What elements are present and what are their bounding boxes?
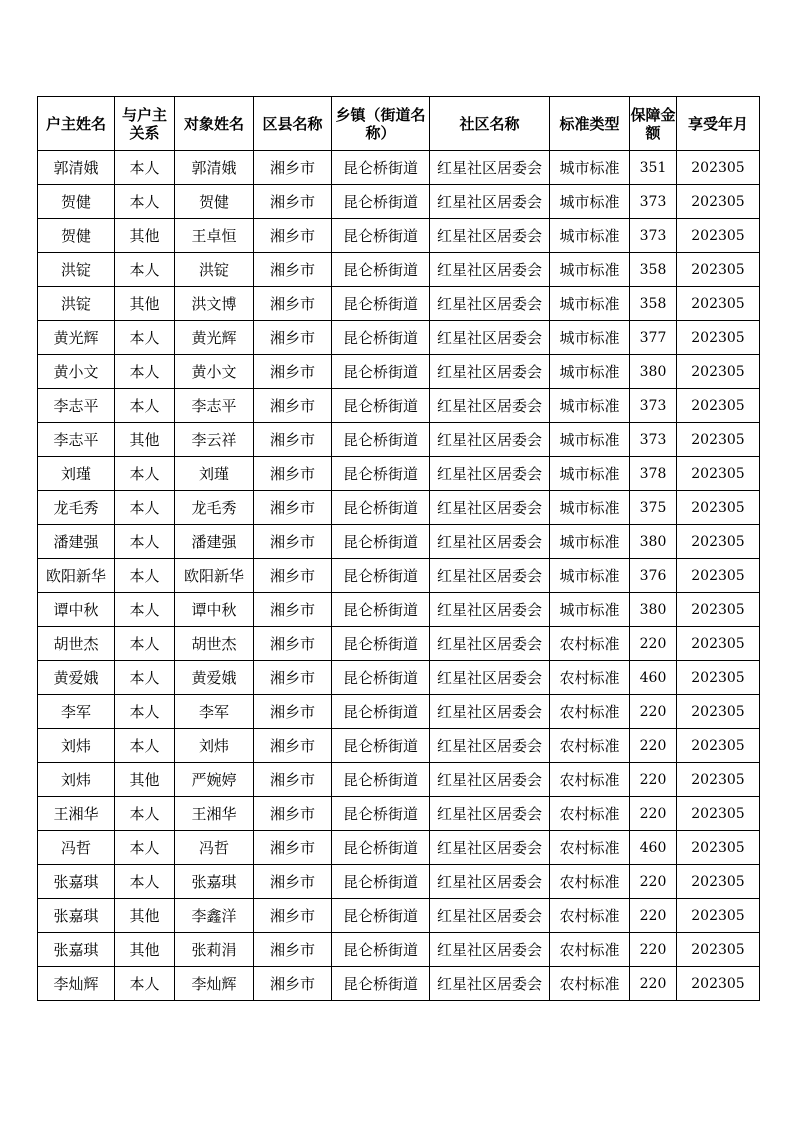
head-householder-name: 户主姓名 (38, 97, 115, 151)
cell-town-street: 昆仑桥街道 (332, 185, 430, 219)
cell-standard-type: 农村标准 (550, 967, 630, 1001)
table-row (38, 253, 760, 287)
cell-relation: 本人 (115, 729, 175, 763)
cell-town-street: 昆仑桥街道 (332, 865, 430, 899)
cell-period: 202305 (677, 899, 760, 933)
table-row (38, 627, 760, 661)
cell-period: 202305 (677, 763, 760, 797)
cell-standard-type: 城市标准 (550, 491, 630, 525)
cell-recipient-name: 李军 (175, 695, 254, 729)
cell-town-street: 昆仑桥街道 (332, 389, 430, 423)
cell-householder-name: 谭中秋 (38, 593, 115, 627)
table-row (38, 933, 760, 967)
cell-county: 湘乡市 (254, 253, 332, 287)
cell-relation: 本人 (115, 185, 175, 219)
cell-recipient-name: 贺健 (175, 185, 254, 219)
table-row (38, 457, 760, 491)
cell-town-street: 昆仑桥街道 (332, 423, 430, 457)
cell-standard-type: 农村标准 (550, 661, 630, 695)
table-row (38, 525, 760, 559)
head-county: 区县名称 (254, 97, 332, 151)
cell-householder-name: 洪锭 (38, 287, 115, 321)
cell-householder-name: 胡世杰 (38, 627, 115, 661)
cell-householder-name: 张嘉琪 (38, 933, 115, 967)
cell-standard-type: 城市标准 (550, 151, 630, 185)
cell-amount: 220 (630, 729, 677, 763)
cell-county: 湘乡市 (254, 355, 332, 389)
cell-town-street: 昆仑桥街道 (332, 287, 430, 321)
cell-householder-name: 龙毛秀 (38, 491, 115, 525)
cell-amount: 220 (630, 695, 677, 729)
cell-standard-type: 城市标准 (550, 593, 630, 627)
cell-period: 202305 (677, 797, 760, 831)
cell-amount: 373 (630, 389, 677, 423)
cell-community: 红星社区居委会 (430, 763, 550, 797)
cell-relation: 本人 (115, 797, 175, 831)
cell-county: 湘乡市 (254, 525, 332, 559)
cell-relation: 本人 (115, 559, 175, 593)
header-row (38, 97, 760, 151)
cell-recipient-name: 洪文博 (175, 287, 254, 321)
cell-householder-name: 王湘华 (38, 797, 115, 831)
cell-amount: 220 (630, 967, 677, 1001)
cell-relation: 本人 (115, 661, 175, 695)
cell-standard-type: 城市标准 (550, 287, 630, 321)
document-page (37, 96, 759, 1001)
cell-county: 湘乡市 (254, 763, 332, 797)
cell-amount: 460 (630, 831, 677, 865)
cell-community: 红星社区居委会 (430, 287, 550, 321)
table-row (38, 185, 760, 219)
cell-community: 红星社区居委会 (430, 355, 550, 389)
cell-recipient-name: 严婉婷 (175, 763, 254, 797)
cell-community: 红星社区居委会 (430, 593, 550, 627)
cell-recipient-name: 洪锭 (175, 253, 254, 287)
cell-recipient-name: 王湘华 (175, 797, 254, 831)
cell-recipient-name: 李鑫洋 (175, 899, 254, 933)
cell-amount: 373 (630, 423, 677, 457)
cell-householder-name: 郭清娥 (38, 151, 115, 185)
cell-period: 202305 (677, 627, 760, 661)
cell-community: 红星社区居委会 (430, 389, 550, 423)
cell-town-street: 昆仑桥街道 (332, 797, 430, 831)
cell-community: 红星社区居委会 (430, 797, 550, 831)
cell-standard-type: 城市标准 (550, 253, 630, 287)
cell-town-street: 昆仑桥街道 (332, 321, 430, 355)
cell-recipient-name: 潘建强 (175, 525, 254, 559)
cell-relation: 其他 (115, 899, 175, 933)
table-row (38, 287, 760, 321)
cell-community: 红星社区居委会 (430, 933, 550, 967)
cell-community: 红星社区居委会 (430, 525, 550, 559)
cell-county: 湘乡市 (254, 389, 332, 423)
cell-period: 202305 (677, 525, 760, 559)
cell-amount: 380 (630, 525, 677, 559)
cell-amount: 220 (630, 797, 677, 831)
cell-relation: 本人 (115, 355, 175, 389)
cell-relation: 其他 (115, 287, 175, 321)
cell-period: 202305 (677, 355, 760, 389)
table-row (38, 491, 760, 525)
cell-county: 湘乡市 (254, 457, 332, 491)
cell-standard-type: 农村标准 (550, 933, 630, 967)
cell-amount: 378 (630, 457, 677, 491)
cell-period: 202305 (677, 491, 760, 525)
cell-recipient-name: 郭清娥 (175, 151, 254, 185)
table-row (38, 899, 760, 933)
cell-town-street: 昆仑桥街道 (332, 933, 430, 967)
cell-recipient-name: 黄光辉 (175, 321, 254, 355)
cell-householder-name: 李志平 (38, 423, 115, 457)
cell-community: 红星社区居委会 (430, 729, 550, 763)
cell-relation: 其他 (115, 219, 175, 253)
cell-town-street: 昆仑桥街道 (332, 525, 430, 559)
cell-amount: 358 (630, 253, 677, 287)
cell-recipient-name: 李云祥 (175, 423, 254, 457)
cell-householder-name: 刘炜 (38, 763, 115, 797)
cell-amount: 220 (630, 865, 677, 899)
head-recipient-name: 对象姓名 (175, 97, 254, 151)
cell-community: 红星社区居委会 (430, 559, 550, 593)
cell-county: 湘乡市 (254, 219, 332, 253)
cell-county: 湘乡市 (254, 627, 332, 661)
cell-amount: 220 (630, 763, 677, 797)
cell-period: 202305 (677, 457, 760, 491)
table-row (38, 559, 760, 593)
cell-standard-type: 农村标准 (550, 627, 630, 661)
cell-period: 202305 (677, 151, 760, 185)
cell-householder-name: 冯哲 (38, 831, 115, 865)
cell-community: 红星社区居委会 (430, 457, 550, 491)
cell-town-street: 昆仑桥街道 (332, 627, 430, 661)
cell-relation: 本人 (115, 457, 175, 491)
cell-recipient-name: 张莉涓 (175, 933, 254, 967)
cell-recipient-name: 黄爱娥 (175, 661, 254, 695)
cell-amount: 351 (630, 151, 677, 185)
cell-community: 红星社区居委会 (430, 423, 550, 457)
cell-householder-name: 黄爱娥 (38, 661, 115, 695)
cell-town-street: 昆仑桥街道 (332, 831, 430, 865)
head-period: 享受年月 (677, 97, 760, 151)
cell-community: 红星社区居委会 (430, 695, 550, 729)
table-row (38, 151, 760, 185)
cell-period: 202305 (677, 593, 760, 627)
cell-amount: 375 (630, 491, 677, 525)
cell-community: 红星社区居委会 (430, 627, 550, 661)
cell-amount: 220 (630, 933, 677, 967)
cell-town-street: 昆仑桥街道 (332, 967, 430, 1001)
cell-recipient-name: 黄小文 (175, 355, 254, 389)
cell-standard-type: 城市标准 (550, 355, 630, 389)
cell-community: 红星社区居委会 (430, 151, 550, 185)
cell-householder-name: 贺健 (38, 185, 115, 219)
cell-community: 红星社区居委会 (430, 321, 550, 355)
cell-county: 湘乡市 (254, 865, 332, 899)
head-relation: 与户主关系 (115, 97, 175, 151)
table-row (38, 355, 760, 389)
table-row (38, 389, 760, 423)
cell-town-street: 昆仑桥街道 (332, 253, 430, 287)
cell-amount: 376 (630, 559, 677, 593)
cell-standard-type: 城市标准 (550, 525, 630, 559)
cell-relation: 本人 (115, 627, 175, 661)
cell-standard-type: 农村标准 (550, 831, 630, 865)
cell-amount: 358 (630, 287, 677, 321)
cell-town-street: 昆仑桥街道 (332, 151, 430, 185)
table-row (38, 661, 760, 695)
cell-householder-name: 张嘉琪 (38, 865, 115, 899)
cell-amount: 377 (630, 321, 677, 355)
cell-town-street: 昆仑桥街道 (332, 661, 430, 695)
cell-relation: 其他 (115, 933, 175, 967)
table-row (38, 831, 760, 865)
cell-relation: 本人 (115, 967, 175, 1001)
table-row (38, 593, 760, 627)
cell-recipient-name: 王卓恒 (175, 219, 254, 253)
cell-recipient-name: 李灿辉 (175, 967, 254, 1001)
cell-town-street: 昆仑桥街道 (332, 763, 430, 797)
table-row (38, 219, 760, 253)
cell-period: 202305 (677, 831, 760, 865)
cell-amount: 460 (630, 661, 677, 695)
cell-standard-type: 农村标准 (550, 695, 630, 729)
cell-householder-name: 黄小文 (38, 355, 115, 389)
cell-recipient-name: 胡世杰 (175, 627, 254, 661)
cell-county: 湘乡市 (254, 559, 332, 593)
cell-standard-type: 城市标准 (550, 423, 630, 457)
cell-county: 湘乡市 (254, 321, 332, 355)
cell-householder-name: 潘建强 (38, 525, 115, 559)
cell-period: 202305 (677, 695, 760, 729)
cell-standard-type: 城市标准 (550, 219, 630, 253)
cell-town-street: 昆仑桥街道 (332, 729, 430, 763)
cell-relation: 本人 (115, 151, 175, 185)
cell-town-street: 昆仑桥街道 (332, 695, 430, 729)
cell-relation: 其他 (115, 763, 175, 797)
cell-period: 202305 (677, 559, 760, 593)
table-row (38, 423, 760, 457)
table-row (38, 865, 760, 899)
cell-period: 202305 (677, 185, 760, 219)
cell-relation: 本人 (115, 253, 175, 287)
table-body (38, 151, 760, 1001)
cell-community: 红星社区居委会 (430, 899, 550, 933)
cell-period: 202305 (677, 253, 760, 287)
cell-town-street: 昆仑桥街道 (332, 559, 430, 593)
cell-recipient-name: 欧阳新华 (175, 559, 254, 593)
cell-relation: 本人 (115, 831, 175, 865)
cell-relation: 其他 (115, 423, 175, 457)
cell-recipient-name: 冯哲 (175, 831, 254, 865)
cell-amount: 380 (630, 355, 677, 389)
cell-amount: 380 (630, 593, 677, 627)
cell-period: 202305 (677, 321, 760, 355)
cell-standard-type: 城市标准 (550, 389, 630, 423)
table-row (38, 797, 760, 831)
cell-relation: 本人 (115, 321, 175, 355)
cell-period: 202305 (677, 389, 760, 423)
cell-householder-name: 李灿辉 (38, 967, 115, 1001)
table-header (38, 97, 760, 151)
cell-county: 湘乡市 (254, 967, 332, 1001)
cell-county: 湘乡市 (254, 695, 332, 729)
cell-standard-type: 城市标准 (550, 321, 630, 355)
head-town-street: 乡镇（街道名称） (332, 97, 430, 151)
cell-town-street: 昆仑桥街道 (332, 355, 430, 389)
cell-standard-type: 农村标准 (550, 899, 630, 933)
cell-householder-name: 洪锭 (38, 253, 115, 287)
cell-relation: 本人 (115, 389, 175, 423)
cell-period: 202305 (677, 219, 760, 253)
cell-standard-type: 城市标准 (550, 185, 630, 219)
cell-town-street: 昆仑桥街道 (332, 457, 430, 491)
cell-period: 202305 (677, 729, 760, 763)
cell-relation: 本人 (115, 593, 175, 627)
cell-community: 红星社区居委会 (430, 967, 550, 1001)
cell-community: 红星社区居委会 (430, 185, 550, 219)
cell-relation: 本人 (115, 695, 175, 729)
cell-householder-name: 李军 (38, 695, 115, 729)
head-standard-type: 标准类型 (550, 97, 630, 151)
cell-county: 湘乡市 (254, 491, 332, 525)
cell-standard-type: 农村标准 (550, 865, 630, 899)
cell-amount: 220 (630, 627, 677, 661)
cell-standard-type: 城市标准 (550, 559, 630, 593)
cell-householder-name: 欧阳新华 (38, 559, 115, 593)
cell-county: 湘乡市 (254, 899, 332, 933)
cell-standard-type: 农村标准 (550, 729, 630, 763)
cell-householder-name: 贺健 (38, 219, 115, 253)
cell-householder-name: 刘炜 (38, 729, 115, 763)
cell-community: 红星社区居委会 (430, 491, 550, 525)
table-row (38, 763, 760, 797)
table-row (38, 695, 760, 729)
cell-community: 红星社区居委会 (430, 253, 550, 287)
cell-recipient-name: 龙毛秀 (175, 491, 254, 525)
cell-community: 红星社区居委会 (430, 865, 550, 899)
head-community: 社区名称 (430, 97, 550, 151)
cell-standard-type: 农村标准 (550, 797, 630, 831)
cell-county: 湘乡市 (254, 831, 332, 865)
cell-householder-name: 黄光辉 (38, 321, 115, 355)
cell-period: 202305 (677, 423, 760, 457)
cell-amount: 373 (630, 185, 677, 219)
cell-relation: 本人 (115, 865, 175, 899)
cell-county: 湘乡市 (254, 185, 332, 219)
cell-recipient-name: 刘瑾 (175, 457, 254, 491)
cell-period: 202305 (677, 933, 760, 967)
cell-community: 红星社区居委会 (430, 219, 550, 253)
cell-county: 湘乡市 (254, 151, 332, 185)
cell-county: 湘乡市 (254, 287, 332, 321)
cell-county: 湘乡市 (254, 661, 332, 695)
cell-amount: 220 (630, 899, 677, 933)
assistance-roster-table (37, 96, 760, 1001)
head-amount: 保障金额 (630, 97, 677, 151)
cell-standard-type: 城市标准 (550, 457, 630, 491)
cell-period: 202305 (677, 967, 760, 1001)
cell-community: 红星社区居委会 (430, 661, 550, 695)
cell-community: 红星社区居委会 (430, 831, 550, 865)
table-row (38, 729, 760, 763)
cell-relation: 本人 (115, 491, 175, 525)
cell-householder-name: 李志平 (38, 389, 115, 423)
cell-county: 湘乡市 (254, 423, 332, 457)
cell-county: 湘乡市 (254, 797, 332, 831)
cell-recipient-name: 李志平 (175, 389, 254, 423)
cell-standard-type: 农村标准 (550, 763, 630, 797)
cell-town-street: 昆仑桥街道 (332, 219, 430, 253)
table-row (38, 321, 760, 355)
cell-county: 湘乡市 (254, 729, 332, 763)
cell-period: 202305 (677, 661, 760, 695)
cell-county: 湘乡市 (254, 593, 332, 627)
cell-county: 湘乡市 (254, 933, 332, 967)
table-row (38, 967, 760, 1001)
cell-householder-name: 刘瑾 (38, 457, 115, 491)
cell-relation: 本人 (115, 525, 175, 559)
cell-recipient-name: 谭中秋 (175, 593, 254, 627)
cell-period: 202305 (677, 287, 760, 321)
cell-town-street: 昆仑桥街道 (332, 899, 430, 933)
cell-householder-name: 张嘉琪 (38, 899, 115, 933)
cell-period: 202305 (677, 865, 760, 899)
cell-amount: 373 (630, 219, 677, 253)
cell-town-street: 昆仑桥街道 (332, 593, 430, 627)
cell-recipient-name: 张嘉琪 (175, 865, 254, 899)
cell-town-street: 昆仑桥街道 (332, 491, 430, 525)
cell-recipient-name: 刘炜 (175, 729, 254, 763)
